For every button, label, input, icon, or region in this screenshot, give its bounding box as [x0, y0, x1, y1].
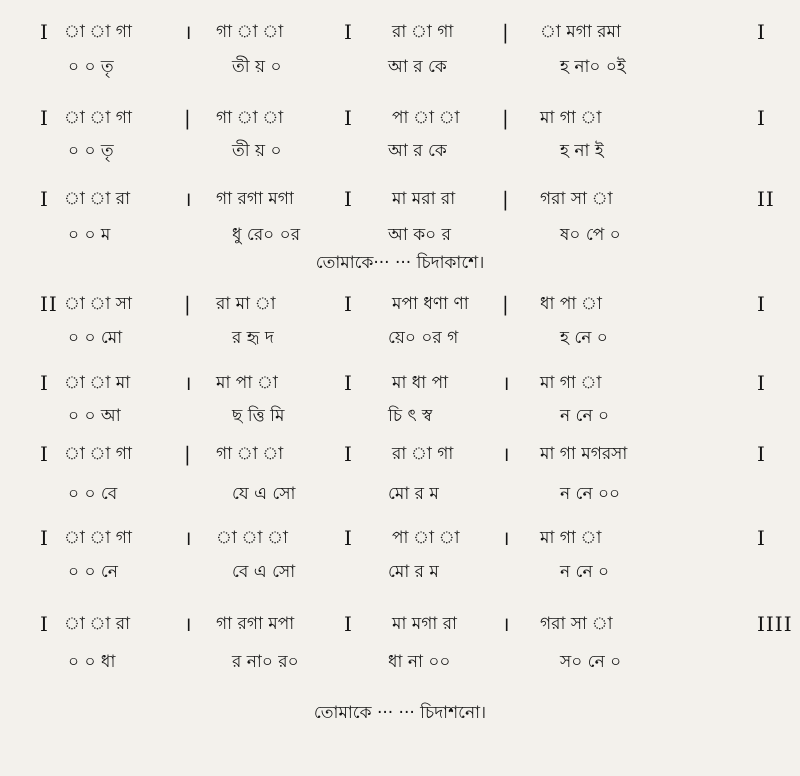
swara-group: গা রগা মগা [216, 189, 294, 209]
lyric-line [0, 479, 800, 509]
bar-line: | [184, 106, 192, 130]
bar-line: II [757, 187, 775, 211]
bar-line: I [40, 526, 49, 550]
swara-group: মা মরা রা [392, 189, 456, 209]
swara-group: া া া [216, 528, 288, 548]
lyric-syllables: হ নে ০ [560, 328, 608, 348]
lyric-line [0, 136, 800, 166]
lyric-line [0, 323, 800, 353]
swara-group: রা মা া [216, 294, 276, 314]
lyric-syllables: ০ ০ মো [68, 328, 123, 348]
bar-line: I [757, 526, 766, 550]
swara-group: মা ধা পা [392, 373, 449, 393]
bar-line: | [502, 292, 510, 316]
swara-group: া া গা [64, 22, 132, 42]
lyric-syllables: ন নে ০ [560, 406, 610, 426]
lyric-syllables: স০ নে ০ [560, 652, 622, 672]
bar-line: I [757, 442, 766, 466]
swara-group: ধা পা া [540, 294, 602, 314]
bar-line: I [757, 20, 766, 44]
bar-line: | [502, 187, 510, 211]
lyric-syllables: ন নে ০ [560, 562, 610, 582]
lyric-syllables: ছ ত্তি মি [232, 406, 285, 426]
swara-group: মা গা া [540, 373, 602, 393]
swara-group: া া গা [64, 108, 132, 128]
bar-line: I [40, 187, 49, 211]
lyric-syllables: যে এ সো [232, 484, 296, 504]
swara-group: মা গা া [540, 528, 602, 548]
swaralipi-line [0, 184, 800, 214]
lyric-syllables: তী য় ০ [232, 141, 282, 161]
bar-line: I [757, 292, 766, 316]
bar-line: I [344, 20, 353, 44]
swaralipi-line [0, 523, 800, 553]
bar-line: I [344, 526, 353, 550]
bar-line: I [344, 187, 353, 211]
refrain-line: তোমাকে··· ··· চিদাকাশে। [315, 253, 485, 273]
bar-line: । [184, 526, 193, 550]
lyric-syllables: বে এ সো [232, 562, 296, 582]
swaralipi-line [0, 609, 800, 639]
bar-line: | [184, 442, 192, 466]
lyric-syllables: হ না০ ০ই [560, 57, 626, 77]
bar-line: I [40, 106, 49, 130]
lyric-syllables: মো র ম [388, 484, 439, 504]
bar-line: । [502, 371, 511, 395]
lyric-line [0, 401, 800, 431]
swaralipi-line [0, 17, 800, 47]
bar-line: I [757, 371, 766, 395]
swara-group: া া রা [64, 614, 131, 634]
bar-line: I [40, 612, 49, 636]
lyric-syllables: আ র কে [388, 141, 447, 161]
bar-line: I [344, 612, 353, 636]
lyric-syllables: ০ ০ নে [68, 562, 118, 582]
bar-line: | [502, 20, 510, 44]
bar-line: I [344, 442, 353, 466]
swara-group: গা া া [216, 108, 284, 128]
bar-line: । [502, 442, 511, 466]
bar-line: | [184, 292, 192, 316]
lyric-syllables: মো র ম [388, 562, 439, 582]
swara-group: া া সা [64, 294, 132, 314]
bar-line: I [344, 106, 353, 130]
lyric-syllables: ০ ০ তৃ [68, 141, 114, 161]
swara-group: মা পা া [216, 373, 278, 393]
swara-group: গরা সা া [540, 189, 613, 209]
lyric-syllables: ষ০ পে ০ [560, 225, 621, 245]
swara-group: রা া গা [392, 444, 454, 464]
swara-group: পা া া [392, 528, 460, 548]
swara-group: মা গা া [540, 108, 602, 128]
lyric-syllables: য়ে০ ০র গ [388, 328, 459, 348]
lyric-syllables: ধা না ০০ [388, 652, 451, 672]
swara-group: া া গা [64, 444, 132, 464]
swara-group: পা া া [392, 108, 460, 128]
lyric-syllables: চি ৎ স্ব [388, 406, 433, 426]
bar-line: । [184, 371, 193, 395]
swara-group: া মগা রমা [540, 22, 621, 42]
refrain-line: তোমাকে ··· ··· চিদাশনো। [313, 703, 487, 723]
bar-line: । [184, 187, 193, 211]
lyric-syllables: র হৃ দ [232, 328, 274, 348]
lyric-line [0, 52, 800, 82]
lyric-syllables: আ ক০ র [388, 225, 451, 245]
bar-line: I [40, 20, 49, 44]
lyric-line [0, 647, 800, 677]
lyric-syllables: ০ ০ ধা [68, 652, 116, 672]
bar-line: । [502, 612, 511, 636]
lyric-syllables: ০ ০ ম [68, 225, 111, 245]
swara-group: গা া া [216, 22, 284, 42]
bar-line: | [502, 106, 510, 130]
lyric-syllables: তী য় ০ [232, 57, 282, 77]
bar-line: I [40, 442, 49, 466]
lyric-syllables: র না০ র০ [232, 652, 299, 672]
swara-group: া া মা [64, 373, 131, 393]
swara-group: গরা সা া [540, 614, 613, 634]
swara-group: গা রগা মপা [216, 614, 295, 634]
bar-line: । [184, 612, 193, 636]
bar-line: IIII [757, 612, 793, 636]
bar-line: II [40, 292, 58, 316]
bar-line: । [184, 20, 193, 44]
swaralipi-line [0, 289, 800, 319]
lyric-syllables: ০ ০ বে [68, 484, 118, 504]
bar-line: I [344, 371, 353, 395]
lyric-syllables: ০ ০ তৃ [68, 57, 114, 77]
bar-line: I [757, 106, 766, 130]
lyric-line [0, 220, 800, 250]
bar-line: I [344, 292, 353, 316]
swara-group: রা া গা [392, 22, 454, 42]
swara-group: া া রা [64, 189, 131, 209]
swara-group: মা মগা রা [392, 614, 457, 634]
swara-group: মপা ধণা ণা [392, 294, 469, 314]
swara-group: গা া া [216, 444, 284, 464]
lyric-syllables: ধু রে০ ০র [232, 225, 301, 245]
lyric-syllables: হ না ই [560, 141, 604, 161]
swaralipi-line [0, 103, 800, 133]
bar-line: I [40, 371, 49, 395]
swaralipi-line [0, 439, 800, 469]
lyric-syllables: ন নে ০০ [560, 484, 621, 504]
swara-group: মা গা মগরসা [540, 444, 628, 464]
bar-line: । [502, 526, 511, 550]
lyric-syllables: ০ ০ আ [68, 406, 121, 426]
lyric-syllables: আ র কে [388, 57, 447, 77]
swara-group: া া গা [64, 528, 132, 548]
swaralipi-line [0, 368, 800, 398]
lyric-line [0, 557, 800, 587]
